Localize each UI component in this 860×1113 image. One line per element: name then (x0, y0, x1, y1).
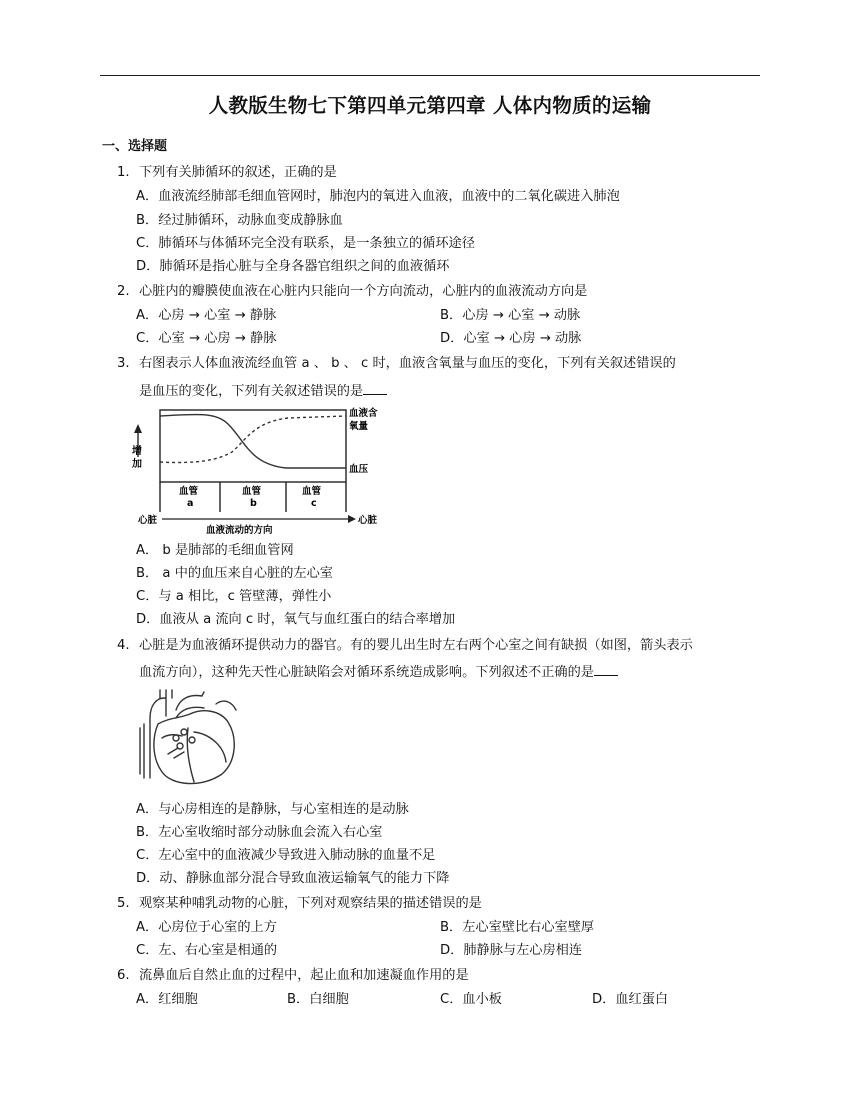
q6-option-b[interactable]: B．白细胞 (287, 992, 349, 1007)
valve (173, 735, 179, 741)
vessel-b-letter: b (250, 498, 257, 509)
oxygen-label-2: 氧量 (349, 421, 369, 432)
oxygen-content-curve (160, 416, 346, 463)
q3-option-b[interactable]: B． a 中的血压来自心脏的左心室 (136, 566, 333, 581)
q4-option-d[interactable]: D．动、静脉血部分混合导致血液运输氧气的能力下降 (136, 871, 450, 886)
q6-option-c[interactable]: C．血小板 (440, 992, 502, 1007)
q3-option-c[interactable]: C．与 a 相比，c 管壁薄，弹性小 (136, 589, 332, 604)
question-1-stem (117, 164, 337, 182)
question-text: 心脏是为血液循环提供动力的器官。有的婴儿出生时左右两个心室之间有缺损（如图，箭头表示 (139, 638, 693, 653)
question-number: 1. (117, 165, 130, 180)
vessel-a-label: 血管 (179, 486, 199, 497)
question-2-stem (117, 283, 587, 301)
flow-arrowhead (348, 515, 356, 523)
vessel-c-letter: c (311, 498, 317, 509)
question-text: 是血压的变化，下列有关叙述错误的是 (139, 384, 364, 399)
vessel-c-label: 血管 (302, 486, 322, 497)
left-ventricle-wall (194, 732, 226, 762)
heart-diagram (132, 688, 242, 792)
blood-vessel-diagram (128, 402, 398, 537)
question-3-stem (117, 355, 676, 373)
q1-option-a[interactable]: A．血液流经肺部毛细血管网时，肺泡内的氧进入血液，血液中的二氧化碳进入肺泡 (136, 189, 620, 204)
question-number: 6. (117, 968, 130, 983)
question-number: 2. (117, 284, 130, 299)
answer-blank[interactable] (594, 663, 618, 676)
q2-option-c[interactable]: C．心室 → 心房 → 静脉 (136, 331, 277, 346)
q5-option-a[interactable]: A．心房位于心室的上方 (136, 920, 277, 935)
q6-option-a[interactable]: A．红细胞 (136, 992, 198, 1007)
q6-option-d[interactable]: D．血红蛋白 (592, 992, 669, 1007)
question-3-stem-cont (139, 382, 387, 401)
q2-option-a[interactable]: A．心房 → 心室 → 静脉 (136, 308, 277, 323)
answer-blank[interactable] (363, 382, 387, 395)
heart-left-label: 心脏 (138, 515, 158, 526)
q4-option-c[interactable]: C．左心室中的血液减少导致进入肺动脉的血量不足 (136, 848, 436, 863)
q2-option-d[interactable]: D．心室 → 心房 → 动脉 (440, 331, 582, 346)
pressure-label: 血压 (349, 464, 369, 475)
question-text: 心脏内的瓣膜使血液在心脏内只能向一个方向流动，心脏内的血液流动方向是 (139, 284, 588, 299)
q5-option-c[interactable]: C．左、右心室是相通的 (136, 943, 278, 958)
septum (187, 728, 194, 782)
section-heading: 一、选择题 (102, 139, 168, 154)
q1-option-d[interactable]: D．肺循环是指心脏与全身各器官组织之间的血液循环 (136, 259, 450, 274)
increase-label-1: 增 (132, 446, 142, 457)
valve (181, 729, 187, 735)
q5-option-d[interactable]: D．肺静脉与左心房相连 (440, 943, 583, 958)
oxygen-label-1: 血液含 (349, 408, 378, 419)
q5-option-b[interactable]: B．左心室壁比右心室壁厚 (440, 920, 595, 935)
blood-pressure-curve (160, 414, 346, 468)
pulmonary-vein (216, 701, 236, 710)
question-4-stem-cont (139, 663, 618, 682)
flow-arrow (168, 748, 184, 758)
question-text: 观察某种哺乳动物的心脏，下列对观察结果的描述错误的是 (139, 896, 482, 911)
q1-option-b[interactable]: B．经过肺循环，动脉血变成静脉血 (136, 213, 343, 228)
flow-label: 血液流动的方向 (206, 525, 273, 536)
question-text: 右图表示人体血液流经血管 a 、 b 、 c 时，血液含氧量与血压的变化，下列有关叙述错误的 (139, 356, 676, 371)
arrowhead (134, 424, 142, 433)
question-text: 流鼻血后自然止血的过程中，起止血和加速凝血作用的是 (139, 968, 469, 983)
question-text: 血流方向），这种先天性心脏缺陷会对循环系统造成影响。下列叙述不正确的是 (139, 665, 594, 680)
aorta-outline (150, 690, 172, 778)
header-rule (100, 75, 760, 76)
question-number: 3. (117, 356, 130, 371)
vessel-b-label: 血管 (242, 486, 262, 497)
question-4-stem (117, 637, 693, 655)
increase-label-2: 加 (132, 459, 142, 470)
vena-cava (140, 724, 144, 778)
heart-outer-wall (154, 711, 234, 784)
q3-option-d[interactable]: D．血液从 a 流向 c 时，氧气与血红蛋白的结合率增加 (136, 612, 456, 627)
question-number: 5. (117, 896, 130, 911)
valve (189, 737, 195, 743)
heart-right-label: 心脏 (358, 515, 378, 526)
q4-option-a[interactable]: A．与心房相连的是静脉，与心室相连的是动脉 (136, 802, 409, 817)
q3-option-a[interactable]: A． b 是肺部的毛细血管网 (136, 543, 294, 558)
vessel-a-letter: a (187, 498, 194, 509)
question-5-stem (117, 895, 482, 913)
q1-option-c[interactable]: C．肺循环与体循环完全没有联系，是一条独立的循环途径 (136, 236, 475, 251)
question-number: 4. (117, 638, 130, 653)
q2-option-b[interactable]: B．心房 → 心室 → 动脉 (440, 308, 581, 323)
question-text: 下列有关肺循环的叙述，正确的是 (139, 165, 337, 180)
page-title: 人教版生物七下第四单元第四章 人体内物质的运输 (208, 94, 652, 117)
q4-option-b[interactable]: B．左心室收缩时部分动脉血会流入右心室 (136, 825, 383, 840)
question-6-stem (117, 967, 469, 985)
